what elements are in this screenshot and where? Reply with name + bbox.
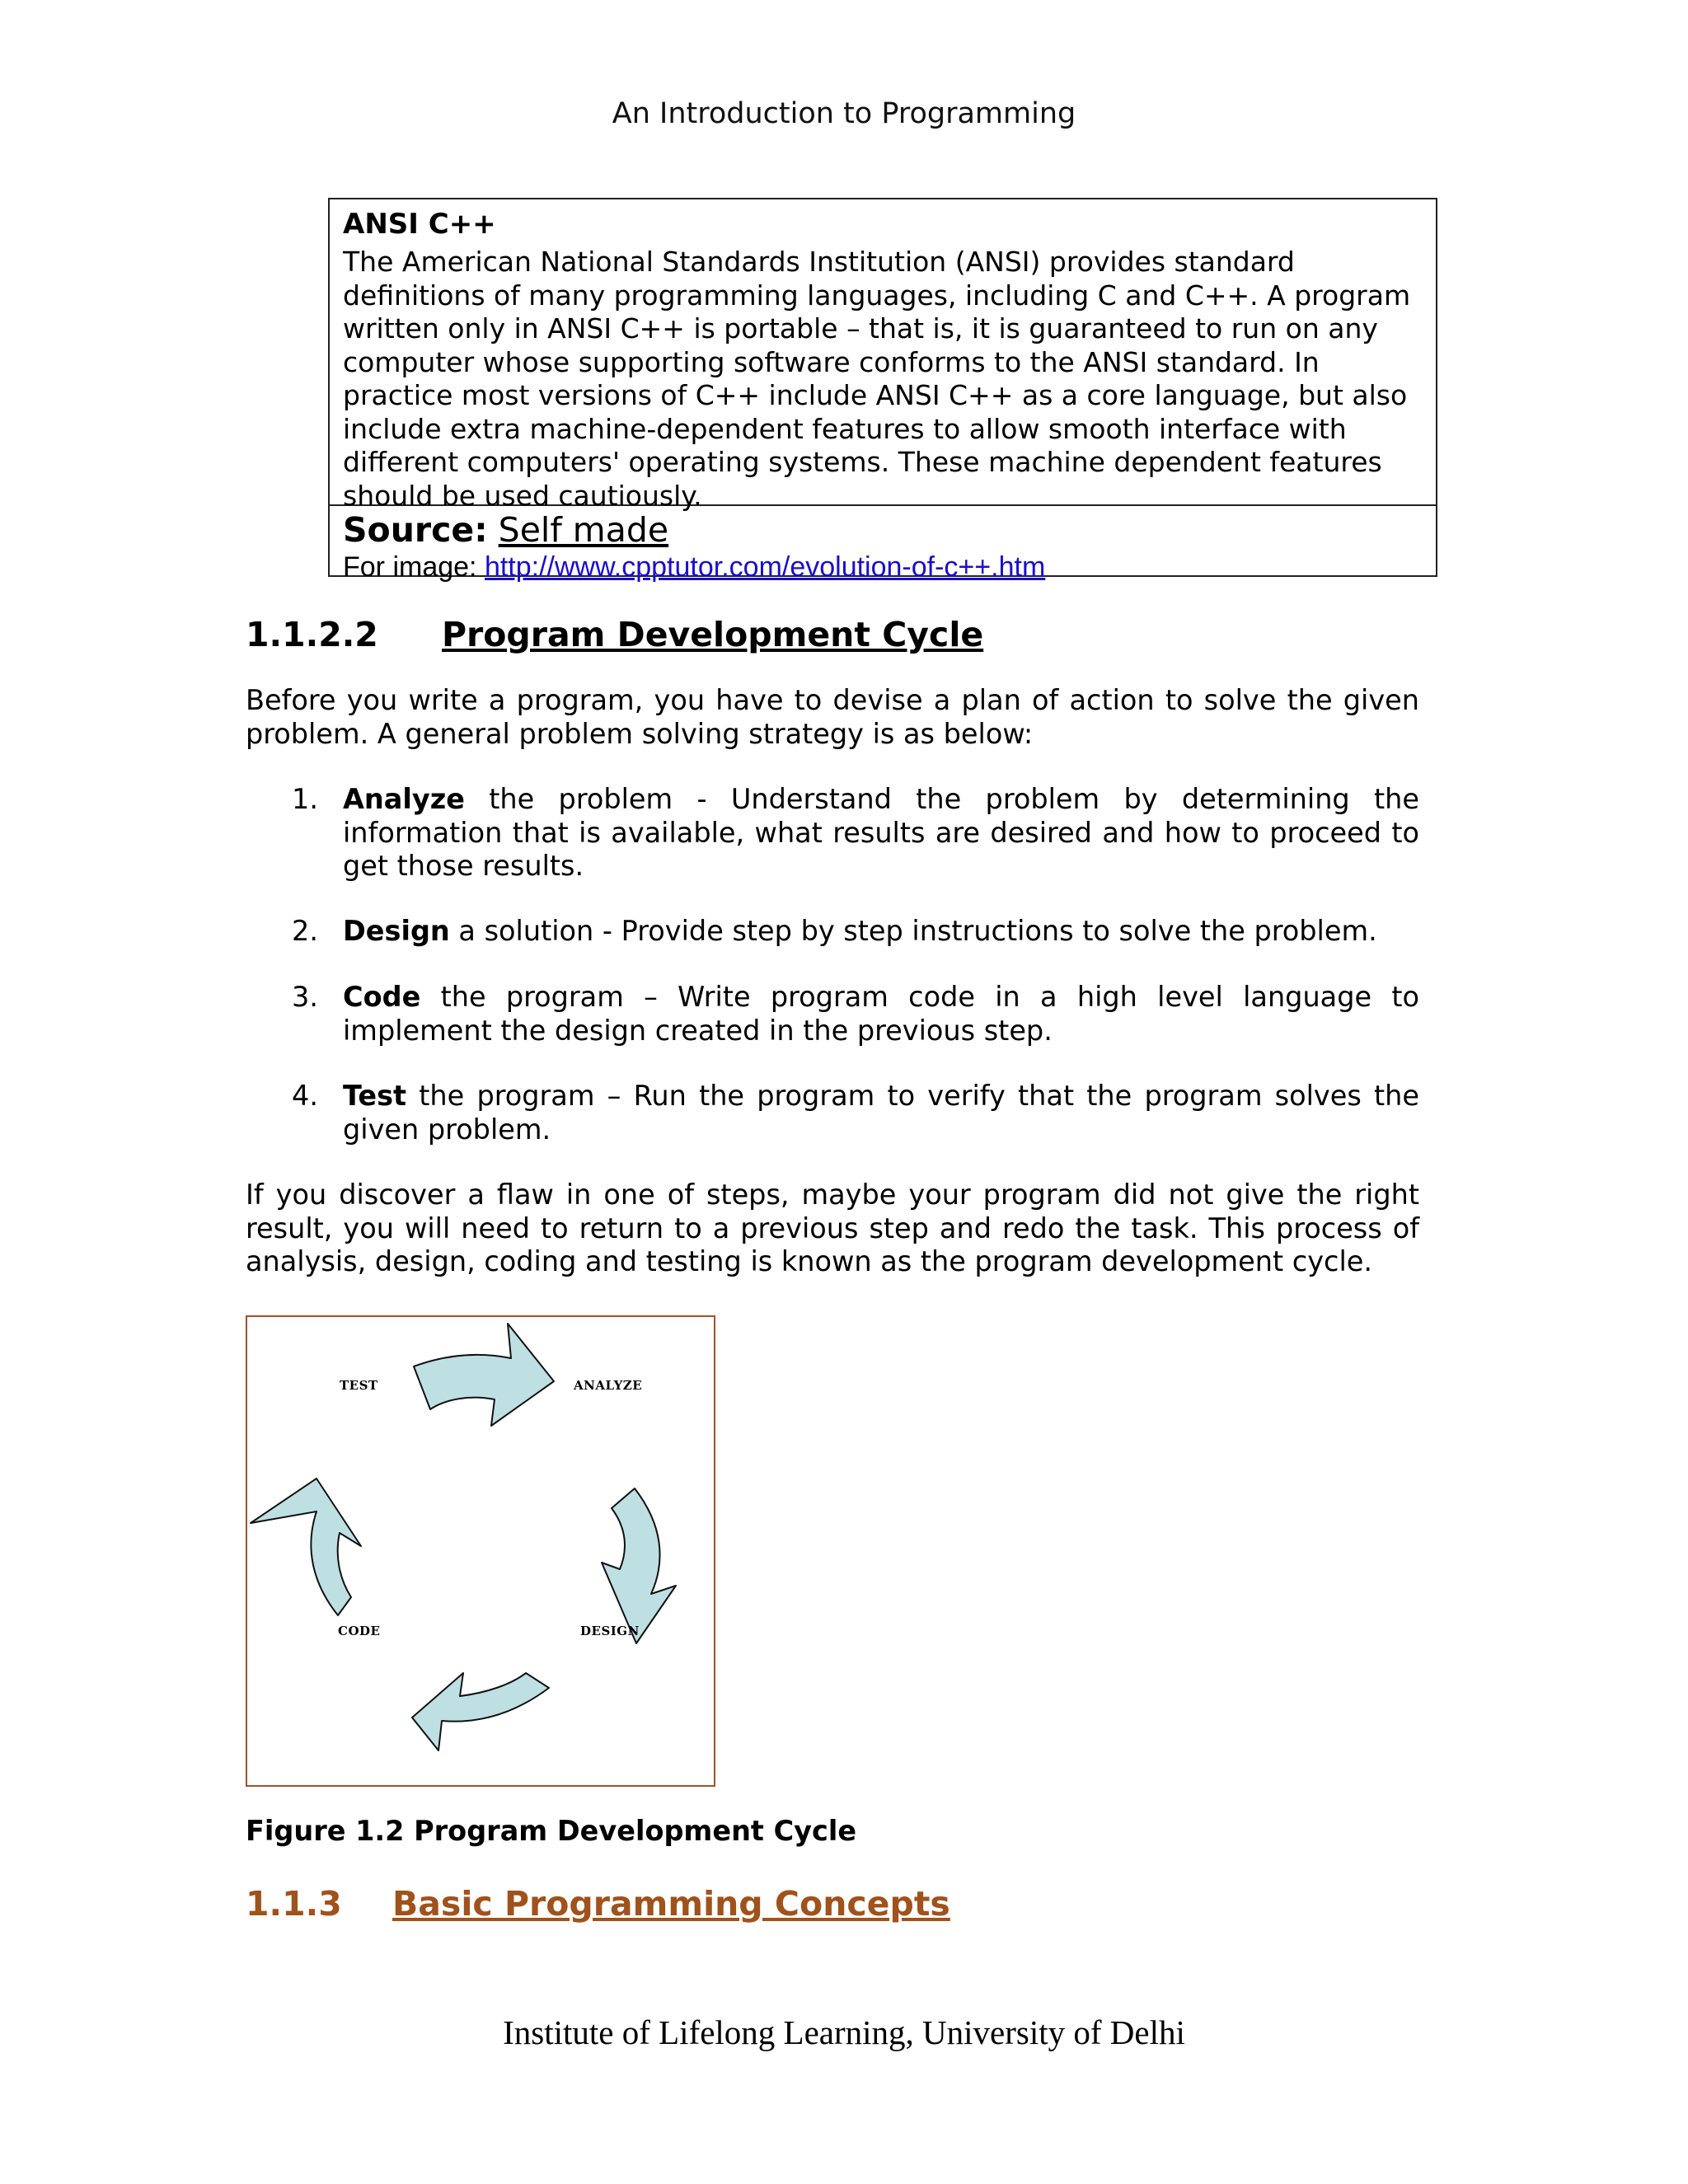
step-number: 3. — [292, 981, 318, 1013]
step-number: 2. — [292, 915, 318, 947]
label-code: CODE — [338, 1624, 381, 1638]
step-description: a solution - Provide step by step instructions to solve the problem. — [449, 915, 1377, 947]
label-analyze: ANALYZE — [574, 1378, 643, 1393]
page-header: An Introduction to Programming — [612, 97, 1076, 130]
step-description: the program – Write program code in a high level language to implement the design created in the previous step. — [343, 981, 1419, 1047]
ansi-box-title: ANSI C++ — [343, 208, 496, 241]
page-footer: Institute of Lifelong Learning, University of Delhi — [503, 2013, 1185, 2051]
step-number: 4. — [292, 1080, 318, 1112]
cycle-diagram-svg — [247, 1317, 717, 1788]
ansi-box-text: The American National Standards Institution (ANSI) provides standard definitions of many programming languages, including C and C++. A program written only in ANSI C++ is portable – that is, it is guaranteed to run on any computer whose supporting software conforms to the ANSI standard. In practice most versions of C++ include ANSI C++ as a core language, but also include extra machine-dependent features to allow smooth interface with different computers' operating systems. These machine dependent features should be used cautiously. — [343, 246, 1411, 512]
image-source-link[interactable]: http://www.cpptutor.com/evolution-of-c++.htm — [484, 551, 1046, 583]
image-source-line — [343, 551, 1414, 583]
ansi-info-box — [328, 198, 1437, 583]
step-keyword: Test — [343, 1080, 407, 1112]
arrow-design-to-code — [412, 1673, 549, 1750]
list-item — [246, 981, 1419, 1047]
image-source-label: For image: — [343, 551, 477, 583]
next-section-number: 1.1.3 — [246, 1884, 342, 1924]
source-line — [343, 509, 1414, 551]
arrow-code-to-test — [251, 1479, 361, 1615]
label-design: DESIGN — [580, 1624, 640, 1638]
conclusion-text: If you discover a flaw in one of steps, maybe your program did not give the right result, you will need to return to a previous step and redo the task. This process of analysis, design, coding and testing is known as the program development cycle. — [246, 1179, 1419, 1277]
next-section-heading — [246, 1881, 950, 1927]
intro-text: Before you write a program, you have to devise a plan of action to solve the given problem. A general problem solving strategy is as below: — [246, 684, 1419, 750]
ansi-box-body — [330, 199, 1436, 512]
source-value: Self made — [498, 510, 669, 550]
cycle-diagram — [246, 1315, 715, 1787]
conclusion-paragraph — [246, 1179, 1419, 1279]
arrow-analyze-to-design — [602, 1488, 676, 1643]
section-heading — [246, 612, 983, 658]
step-keyword: Analyze — [343, 783, 465, 815]
ansi-box-source — [343, 509, 1414, 583]
step-number: 1. — [292, 783, 318, 815]
list-item — [246, 783, 1419, 883]
list-item — [246, 915, 1419, 949]
step-keyword: Code — [343, 981, 421, 1013]
step-keyword: Design — [343, 915, 450, 947]
intro-paragraph — [246, 684, 1419, 751]
figure-caption: Figure 1.2 Program Development Cycle — [246, 1815, 857, 1847]
step-description: the program – Run the program to verify that the program solves the given problem. — [343, 1080, 1419, 1146]
step-description: the problem - Understand the problem by determining the information that is available, what results are desired and how to proceed to get those results. — [343, 783, 1419, 882]
label-test: TEST — [340, 1378, 378, 1393]
next-section-title[interactable]: Basic Programming Concepts — [392, 1884, 950, 1924]
section-title: Program Development Cycle — [442, 615, 984, 654]
source-label: Source: — [343, 510, 488, 550]
section-number: 1.1.2.2 — [246, 615, 378, 654]
list-item — [246, 1080, 1419, 1146]
arrow-test-to-analyze — [414, 1324, 554, 1426]
